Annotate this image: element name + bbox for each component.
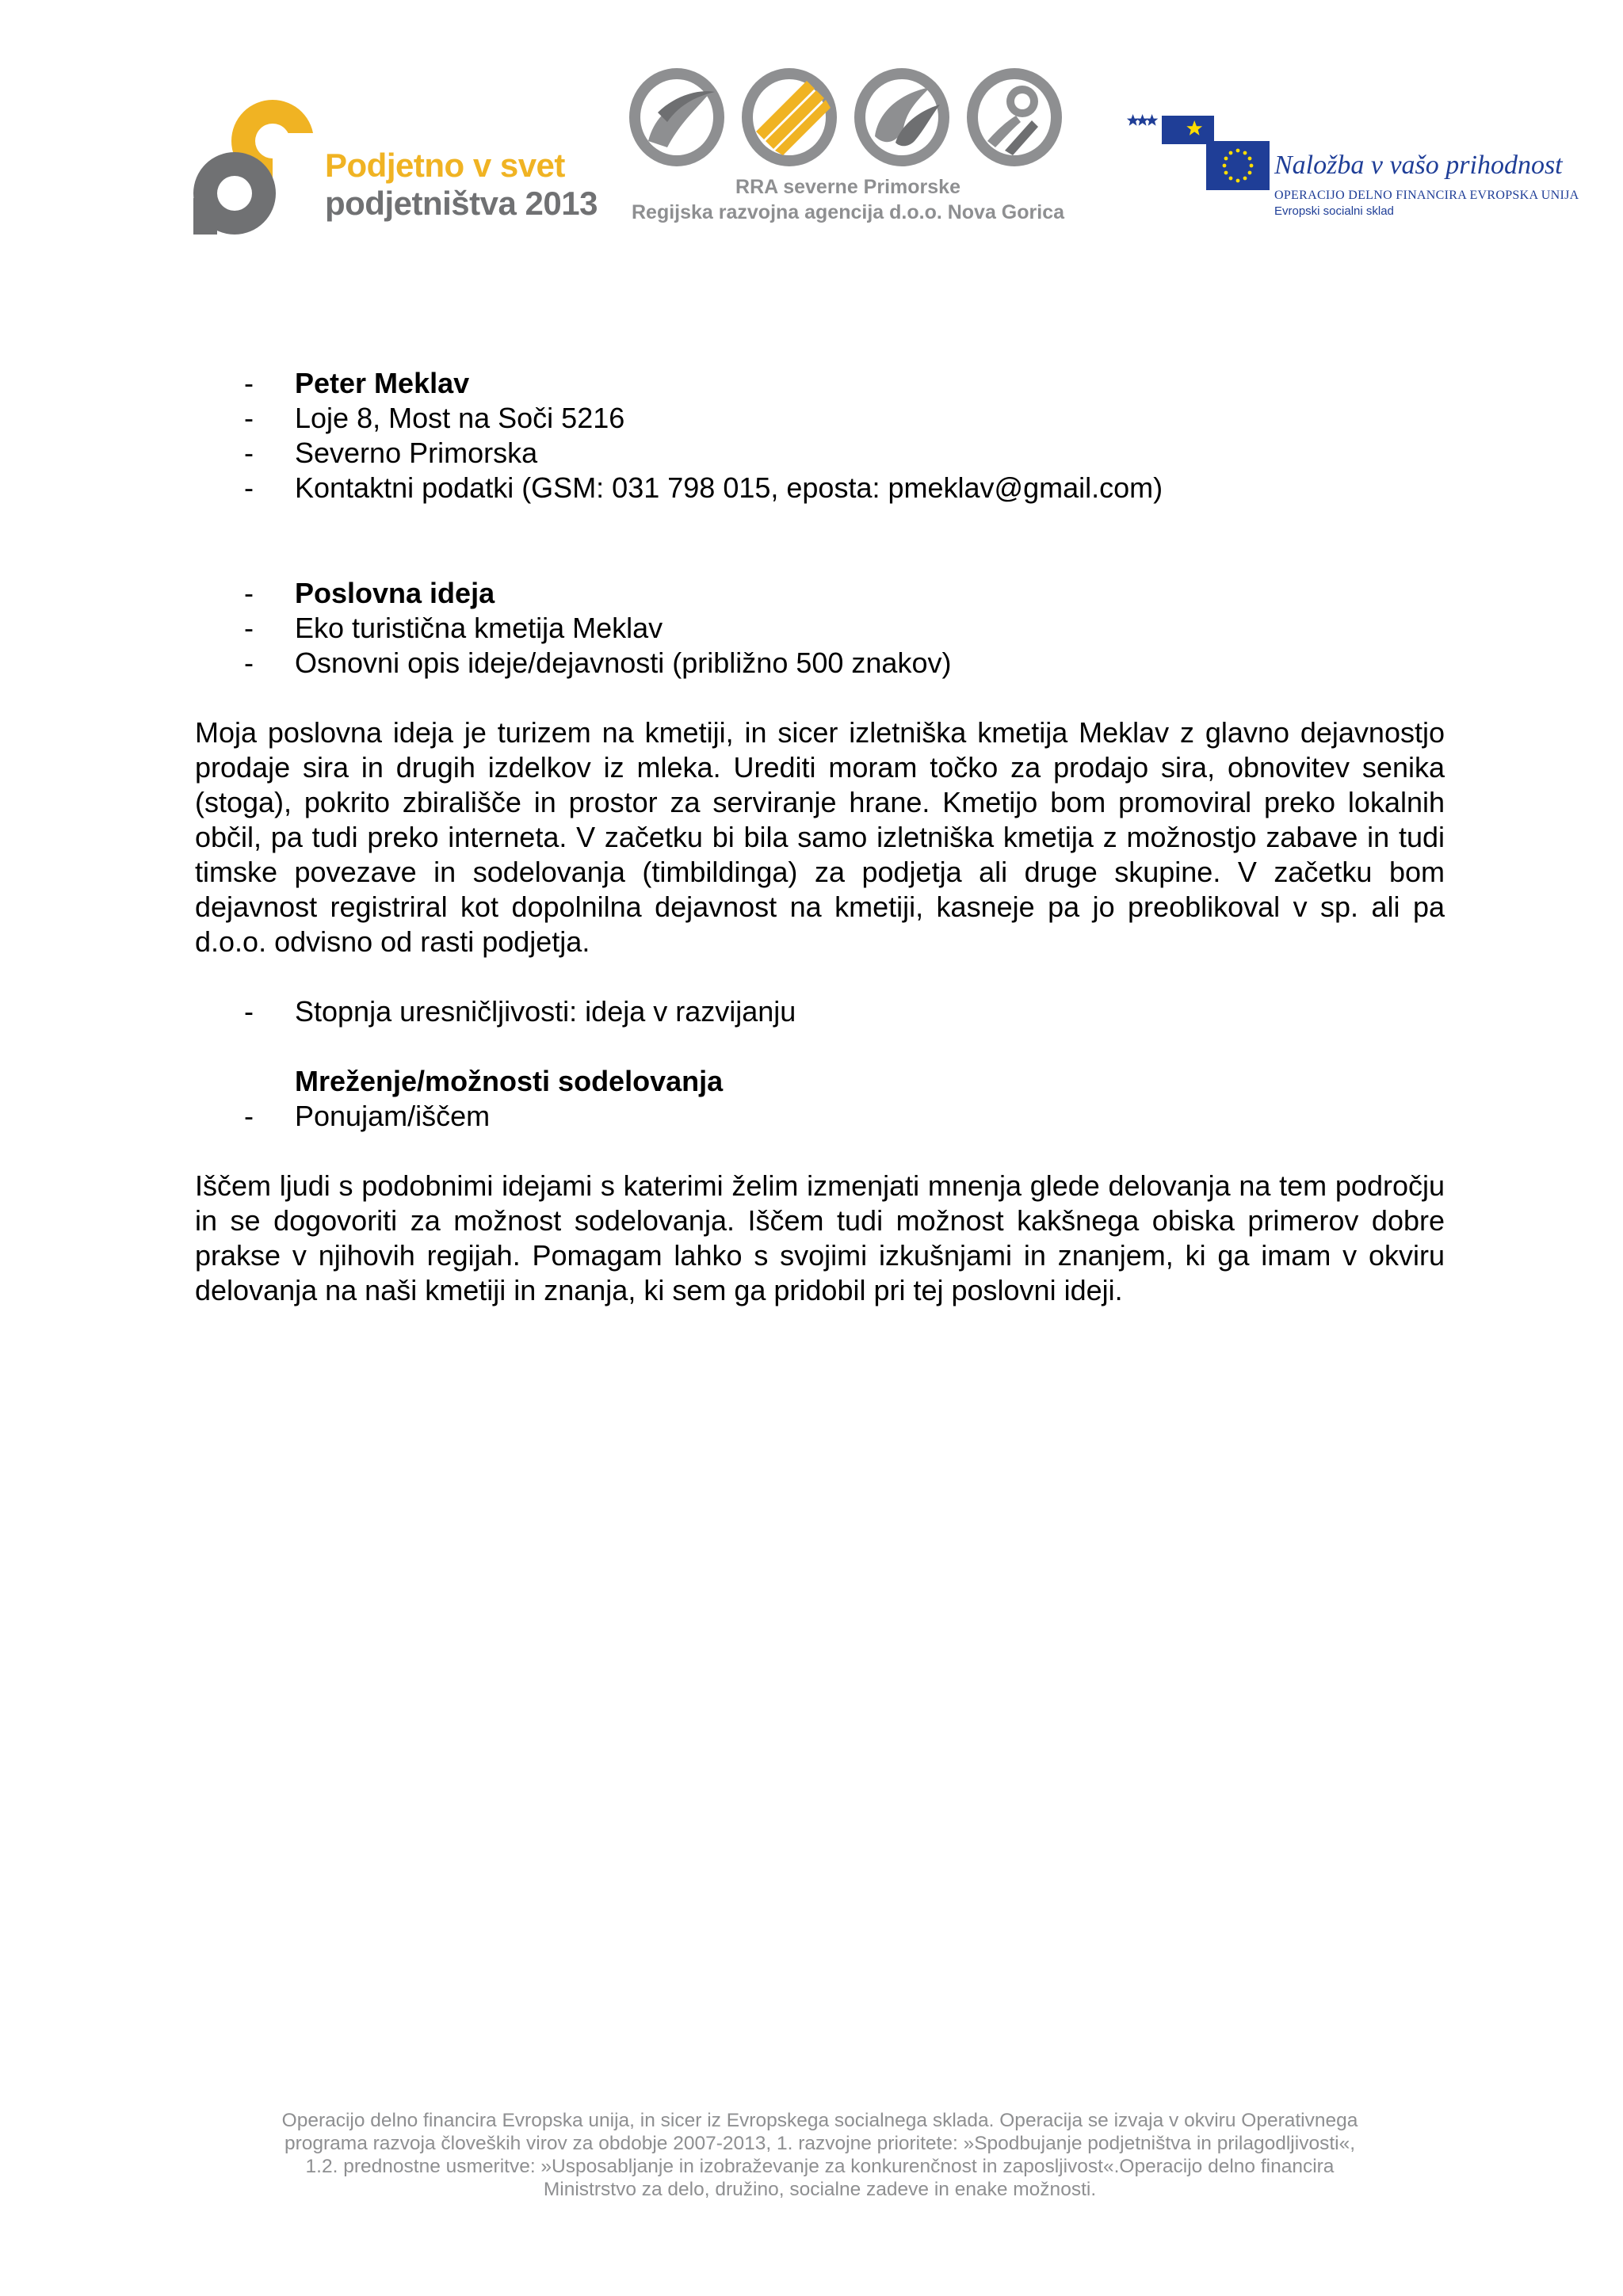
contact-region: Severno Primorska [295,437,538,469]
contact-region-item: - Severno Primorska [244,437,538,469]
rra-logo [602,59,1094,233]
bars-icon [742,68,837,166]
contact-address-item: - Loje 8, Most na Soči 5216 [244,402,625,434]
idea-desc-label: Osnovni opis ideje/dejavnosti (približno 500 znakov) [295,646,952,679]
document-body [195,366,1445,1308]
tree-icon [967,68,1062,166]
eu-operation-line: OPERACIJO DELNO FINANCIRA EVROPSKA UNIJA [1274,189,1579,202]
rra-subtitle: Regijska razvojna agencija d.o.o. Nova Gorica [631,201,1065,223]
footer-line-4: Ministrstvo za delo, družino, socialne zadeve in enake možnosti. [543,2179,1097,2200]
networking-heading: Mreženje/možnosti sodelovanja [295,1065,724,1097]
footer-line-2: programa razvoja človeških virov za obdobje 2007-2013, 1. razvojne prioritete: »Spodbujanje podjetništva in prilagodljivosti«, [284,2133,1356,2154]
idea-heading-item: - Poslovna ideja [244,577,495,609]
idea-description: Moja poslovna ideja je turizem na kmetiji, in sicer izletniška kmetija Meklav z glavno dejavnostjo prodaje sira in drugih izdelkov iz mleka. Urediti moram točko za prodajo sira, obnovitev senika (stoga), pokrito zbirališče in prostor za serviranje hrane. Kmetijo bom promoviral preko lokalnih občil, pa tudi preko interneta. V začetku bi bila samo izletniška kmetija z možnostjo zabave in tudi timske povezave in sodelovanja (timbildinga) za podjetja ali druge skupine. V začetku bom dejavnost registriral kot dopolnilna dejavnost na kmetiji, kasneje pa jo preoblikoval v sp. ali pa d.o.o. odvisno od rasti podjetja. [195,716,1445,958]
rra-icons [618,59,1078,177]
idea-desc-label-item: - Osnovni opis ideje/dejavnosti (približno 500 znakov) [244,646,952,679]
networking-heading-item [195,1064,1445,1099]
logo-line-podjetnistva: podjetništva 2013 [325,185,598,222]
eu-slogan: Naložba v vašo prihodnost [1274,151,1563,180]
eu-flag-icon [1117,109,1276,196]
rra-title: RRA severne Primorske [735,176,960,198]
podjetno-mark-icon [190,93,325,236]
hands-icon [854,68,949,166]
eu-fund-line: Evropski socialni sklad [1274,204,1394,218]
swirl-icon [629,68,724,166]
networking-label: Ponujam/iščem [295,1100,491,1132]
idea-name-item: - Eko turistična kmetija Meklav [244,612,663,644]
idea-heading: Poslovna ideja [295,577,495,609]
idea-name: Eko turistična kmetija Meklav [295,612,663,644]
feasibility-text: Stopnja uresničljivosti: ideja v razvijanju [295,995,796,1028]
footer-line-1: Operacijo delno financira Evropska unija, in sicer iz Evropskega socialnega sklada. Operacija se izvaja v okviru Operativnega [281,2110,1358,2131]
eu-logo [1117,109,1579,228]
feasibility-item: - Stopnja uresničljivosti: ideja v razvijanju [244,995,796,1028]
logo-line-podjetno: Podjetno v svet [325,147,565,184]
contact-info: Kontaktni podatki (GSM: 031 798 015, eposta: pmeklav@gmail.com) [295,471,1163,504]
contact-address: Loje 8, Most na Soči 5216 [295,402,625,434]
contact-name: Peter Meklav [295,367,470,399]
networking-label-item: - Ponujam/iščem [244,1100,491,1132]
footer-disclaimer [195,2109,1445,2201]
networking-text: Iščem ljudi s podobnimi idejami s katerimi želim izmenjati mnenja glede delovanja na tem področju in se dogovoriti za možnost sodelovanja. Iščem tudi možnost kakšnega obiska primerov dobre prakse v njihovih regijah. Pomagam lahko s svojimi izkušnjami in znanjem, ki ga imam v okviru delovanja na naši kmetiji in znanja, ki sem ga pridobil pri tej poslovni ideji. [195,1169,1445,1306]
podjetno-logo [190,93,598,236]
footer-line-3: 1.2. prednostne usmeritve: »Usposabljanje in izobraževanje za konkurenčnost in zaposljivost«.Operacijo delno financira [305,2156,1335,2177]
contact-name-item: - Peter Meklav [244,367,470,399]
contact-info-item: - Kontaktni podatki (GSM: 031 798 015, eposta: pmeklav@gmail.com) [244,471,1163,504]
